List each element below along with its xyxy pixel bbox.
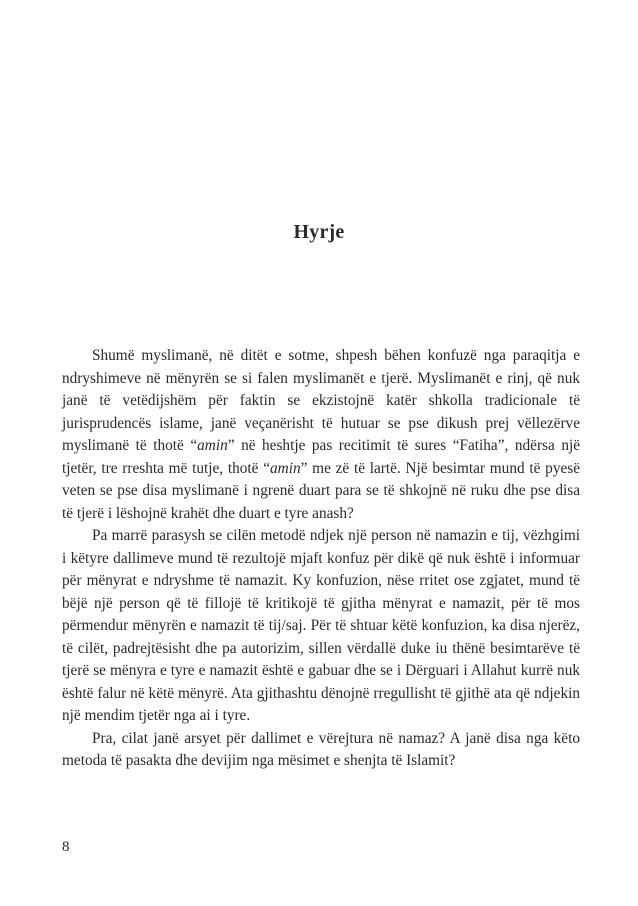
term-amin: amin <box>270 459 301 477</box>
paragraph-1-part-c: ” në heshtje pas recitimit të sures “Fatiha”, ndërsa një tjetër, tre rreshta më tutje, thotë “ <box>62 437 581 477</box>
paragraph-2: Pa marrë parasysh se cilën metodë ndjek një person në namazin e tij, vëzhgimi i këtyre dallimeve mund të rezultojë mjaft konfuz për dikë që nuk është i informuar për mënyrat e ndryshme të namazit. Ky konfuzion, nëse rritet ose zgjatet, mund të bëjë një person që të fillojë të kritikojë të gjitha mënyrat e namazit, për të mos përmendur mënyrën e namazit të tij/saj. Për të shtuar këtë konfuzion, ka disa njerëz, të cilët, padrejtësisht dhe pa autorizim, sillen vërdallë duke iu thënë besimtarëve të tjerë se mënyra e tyre e namazit është e gabuar dhe se i Dërguari i Allahut kurrë nuk është falur në këtë mënyrë. Ata gjithashtu dënojnë rregullisht të gjithë ata që ndjekin një mendim tjetër nga ai i tyre. <box>62 527 580 724</box>
body-text <box>62 345 580 773</box>
page-title: Hyrje <box>293 221 345 243</box>
paragraph-1 <box>62 345 580 525</box>
paragraph-1-part-a: Shumë myslimanë, në ditët e sotme, shpesh bëhen konfuzë nga paraqitja e ndryshimeve në mënyrën se si falen myslimanët e tjerë. Myslimanët e rinj, që nuk janë të vetëdijshëm për faktin se ekzistojnë katër shkolla tradicionale të jurisprudencës islame, janë veçanërisht të hutuar se pse dikush prej vëllezërve myslimanë të thotë “ <box>62 347 580 454</box>
page-number: 8 <box>62 839 70 855</box>
paragraph-3: Pra, cilat janë arsyet për dallimet e vërejtura në namaz? A janë disa nga këto metoda të pasakta dhe devijim nga mësimet e shenjta të Islamit? <box>62 729 580 769</box>
paragraph-1-part-e: ” me zë të lartë. Një besimtar mund të pyesë veten se pse disa myslimanë i ngrenë duart para se të shkojnë në ruku dhe pse disa të tjerë i lëshojnë krahët dhe duart e tyre anash? <box>62 459 580 522</box>
term-amin: amin <box>197 437 228 454</box>
